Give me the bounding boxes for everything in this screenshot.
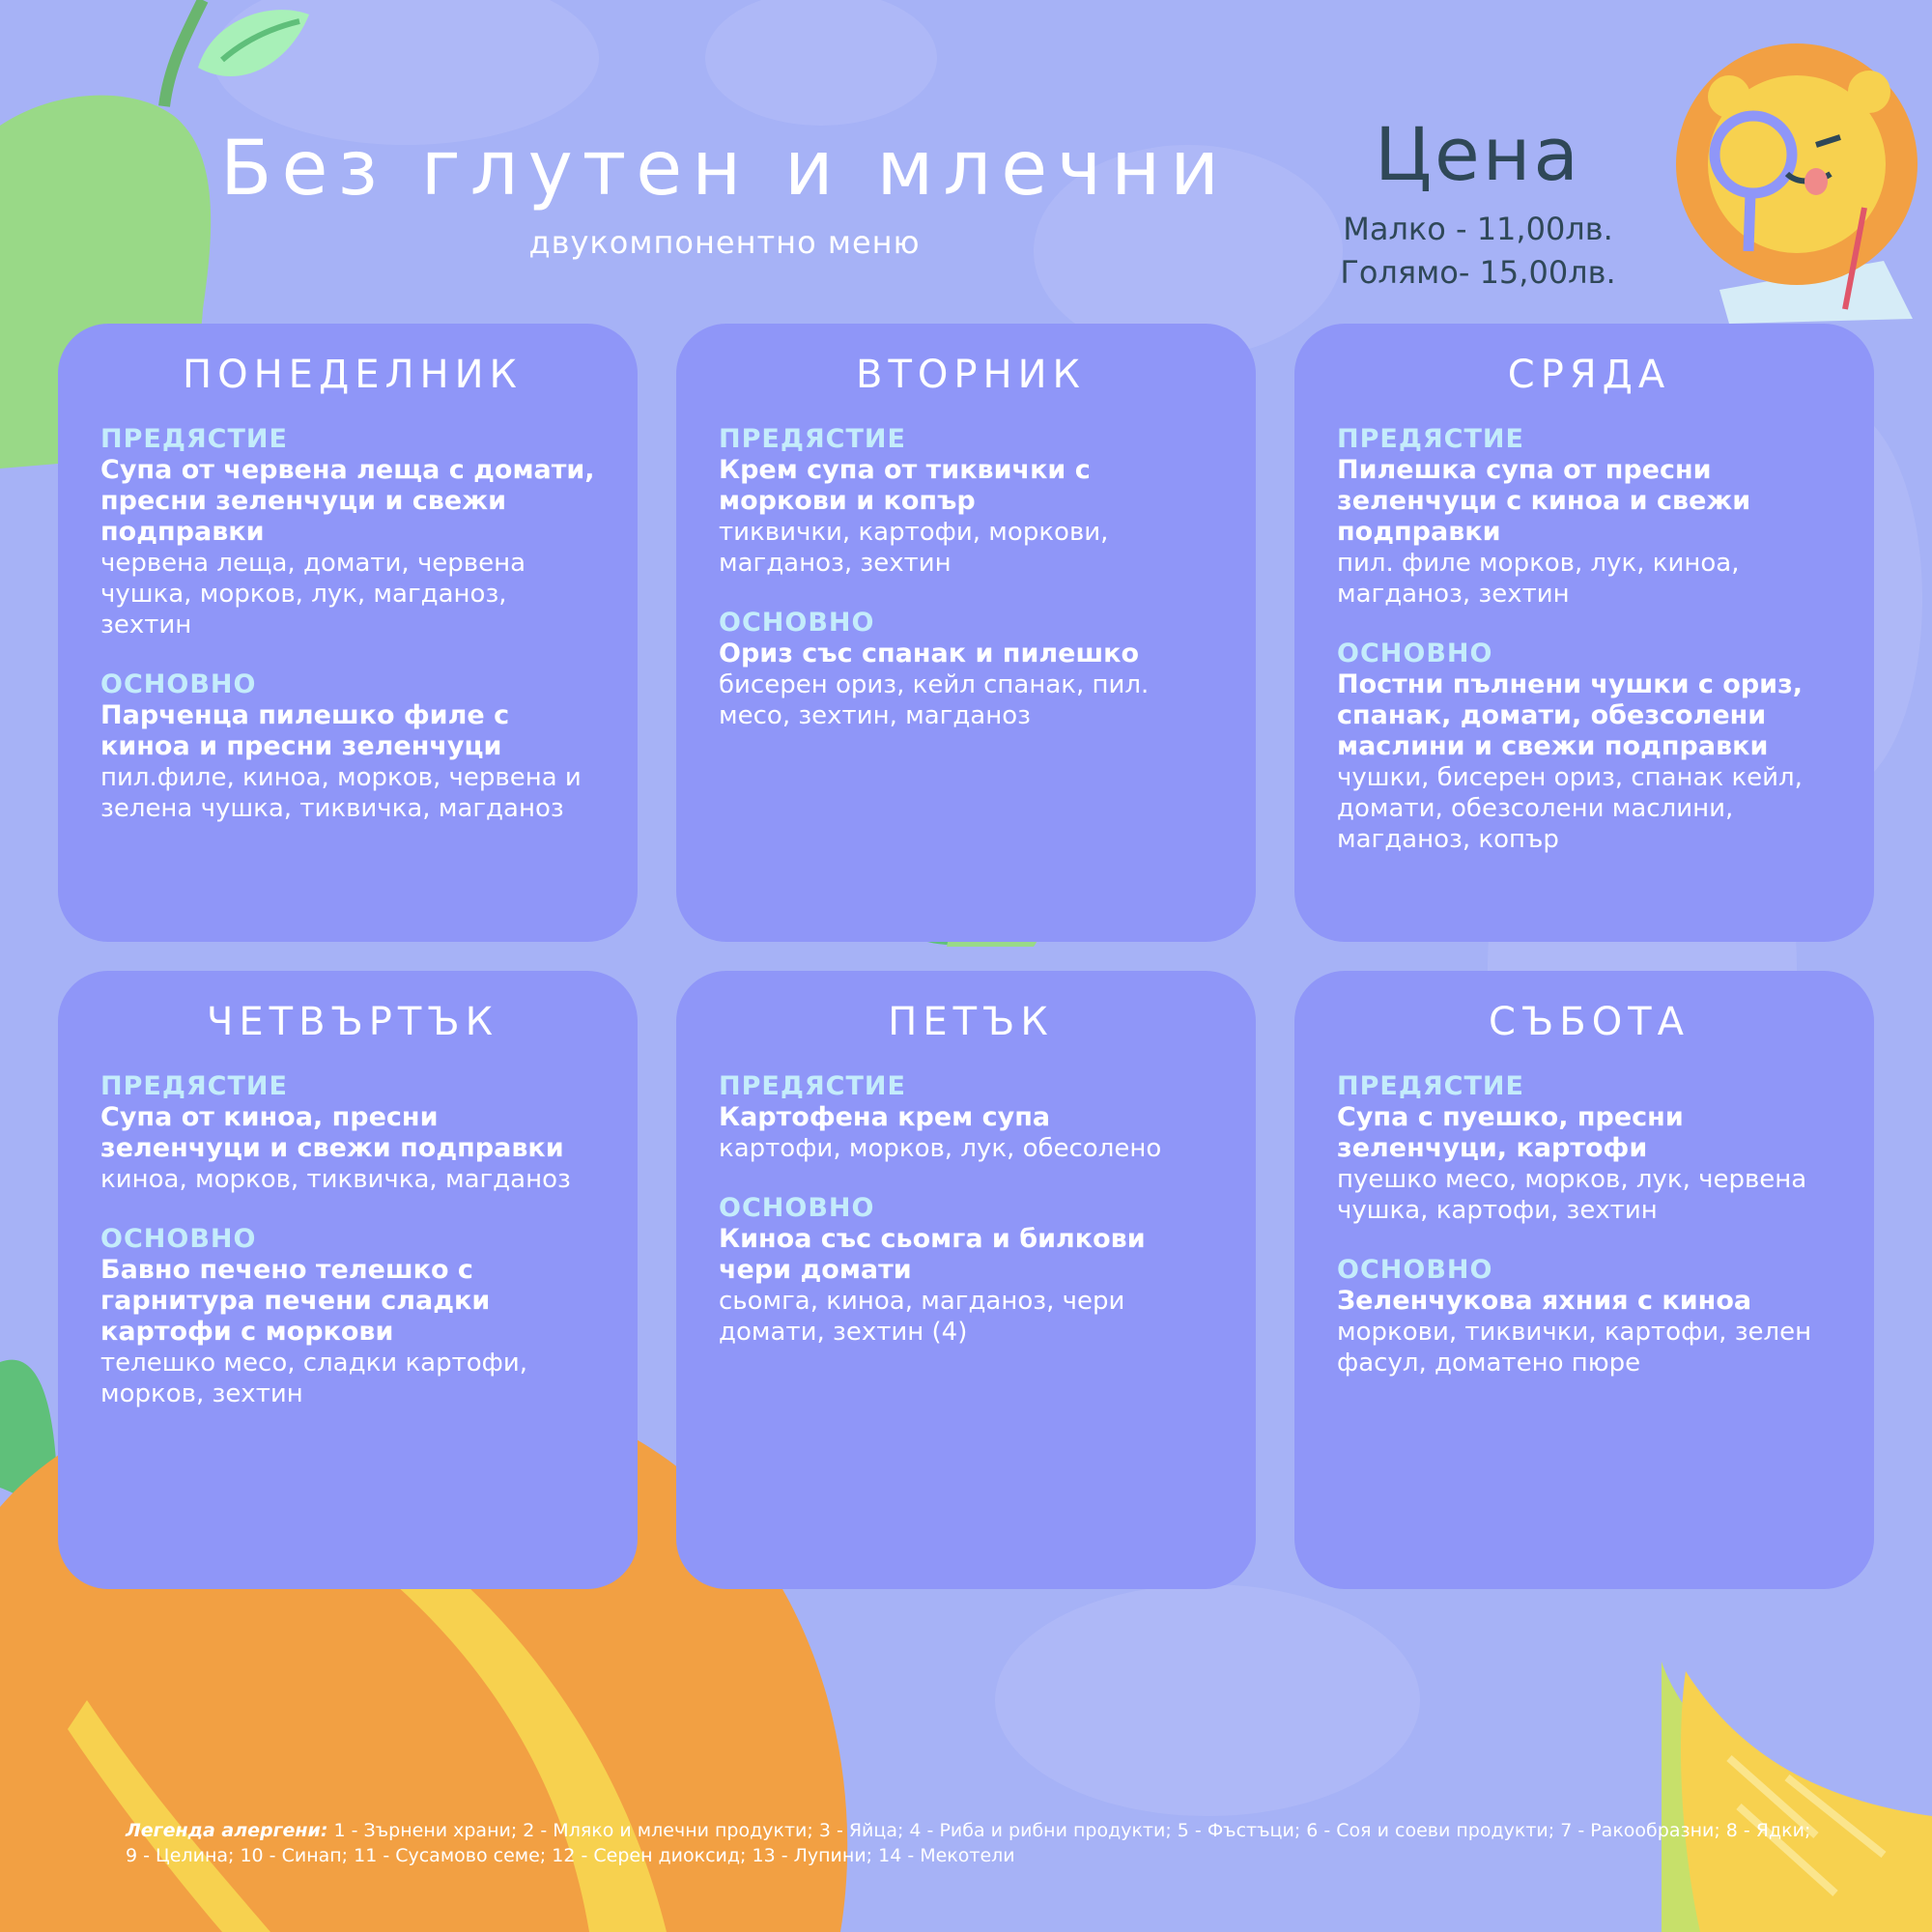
starter-ingredients: пуешко месо, морков, лук, червена чушка, картофи, зехтин xyxy=(1337,1165,1807,1225)
starter-label: ПРЕДЯСТИЕ xyxy=(1337,424,1524,454)
lion-mascot xyxy=(1676,43,1918,324)
price-heading: Цена xyxy=(1374,111,1582,197)
day-name: СРЯДА xyxy=(1507,353,1671,397)
starter-dish: Супа с пуешко, пресни зеленчуци, картофи xyxy=(1337,1102,1684,1163)
day-name: ВТОРНИК xyxy=(856,353,1086,397)
starter-label: ПРЕДЯСТИЕ xyxy=(719,424,906,454)
main-ingredients: пил.филе, киноа, морков, червена и зелена чушка, тиквичка, магданоз xyxy=(100,763,582,823)
main-label: ОСНОВНО xyxy=(719,608,875,638)
day-card-tuesday xyxy=(676,324,1256,942)
day-card-friday xyxy=(676,971,1256,1589)
main-ingredients: телешко месо, сладки картофи, морков, зехтин xyxy=(100,1349,528,1408)
day-name: ЧЕТВЪРТЪК xyxy=(206,1000,499,1044)
main-label: ОСНОВНО xyxy=(1337,639,1493,668)
starter-dish: Супа от киноа, пресни зеленчуци и свежи подправки xyxy=(100,1102,564,1163)
starter-label: ПРЕДЯСТИЕ xyxy=(100,1071,288,1101)
main-dish: Ориз със спанак и пилешко xyxy=(719,639,1139,668)
main-ingredients: бисерен ориз, кейл спанак, пил. месо, зехтин, магданоз xyxy=(719,670,1150,730)
day-card-saturday xyxy=(1294,971,1874,1589)
legend-label: Легенда алергени: xyxy=(126,1820,328,1841)
day-name: СЪБОТА xyxy=(1489,1000,1690,1044)
main-dish: Парченца пилешко филе с киноа и пресни зеленчуци xyxy=(100,700,510,761)
menu-title: Без глутен и млечни xyxy=(220,126,1229,213)
starter-ingredients: червена леща, домати, червена чушка, морков, лук, магданоз, зехтин xyxy=(100,549,526,639)
main-dish: Бавно печено телешко с гарнитура печени сладки картофи с моркови xyxy=(100,1255,491,1347)
day-card-wednesday xyxy=(1294,324,1874,942)
starter-ingredients: пил. филе морков, лук, киноа, магданоз, зехтин xyxy=(1337,549,1740,609)
main-label: ОСНОВНО xyxy=(100,669,257,699)
starter-label: ПРЕДЯСТИЕ xyxy=(719,1071,906,1101)
starter-dish: Супа от червена леща с домати, пресни зеленчуци и свежи подправки xyxy=(100,455,595,547)
day-name: ПОНЕДЕЛНИК xyxy=(183,353,523,397)
starter-dish: Картофена крем супа xyxy=(719,1102,1051,1132)
legend-text: 1 - Зърнени храни; 2 - Мляко и млечни продукти; 3 - Яйца; 4 - Риба и рибни продукти; 5 - Фъстъци; 6 - Соя и соеви продукти; 7 - Ракообразни; 8 - Ядки; 9 - Целина; 10 - Синап; 11 - Сусамово семе; 12 - Серен диоксид; 13 - Лупини; 14 - Мекотели xyxy=(126,1820,1811,1866)
main-label: ОСНОВНО xyxy=(1337,1255,1493,1285)
starter-label: ПРЕДЯСТИЕ xyxy=(1337,1071,1524,1101)
day-card-thursday xyxy=(58,971,638,1589)
lemon-illustration xyxy=(1662,1662,1932,1932)
starter-dish: Пилешка супа от пресни зеленчуци с киноа и свежи подправки xyxy=(1337,455,1751,547)
main-label: ОСНОВНО xyxy=(100,1224,257,1254)
main-ingredients: чушки, бисерен ориз, спанак кейл, домати, обезсолени маслини, магданоз, копър xyxy=(1337,763,1803,854)
main-dish: Киноа със сьомга и билкови чери домати xyxy=(719,1224,1146,1285)
starter-label: ПРЕДЯСТИЕ xyxy=(100,424,288,454)
allergen-legend xyxy=(126,1818,1826,1868)
starter-dish: Крем супа от тиквички с моркови и копър xyxy=(719,455,1091,516)
main-dish: Зеленчукова яхния с киноа xyxy=(1337,1286,1752,1316)
menu-subtitle: двукомпонентно меню xyxy=(528,224,921,261)
day-name: ПЕТЪК xyxy=(888,1000,1054,1044)
day-card-monday xyxy=(58,324,638,942)
main-dish: Постни пълнени чушки с ориз, спанак, домати, обезсолени маслини и свежи подправки xyxy=(1337,669,1804,761)
price-small: Малко - 11,00лв. xyxy=(1343,211,1613,247)
main-ingredients: сьомга, киноа, магданоз, чери домати, зехтин (4) xyxy=(719,1287,1125,1347)
starter-ingredients: тиквички, картофи, моркови, магданоз, зехтин xyxy=(719,518,1109,578)
main-label: ОСНОВНО xyxy=(719,1193,875,1223)
starter-ingredients: картофи, морков, лук, обесолено xyxy=(719,1134,1162,1163)
main-ingredients: моркови, тиквички, картофи, зелен фасул, доматено пюре xyxy=(1337,1318,1812,1378)
starter-ingredients: киноа, морков, тиквичка, магданоз xyxy=(100,1165,571,1194)
price-large: Голямо- 15,00лв. xyxy=(1340,254,1616,291)
